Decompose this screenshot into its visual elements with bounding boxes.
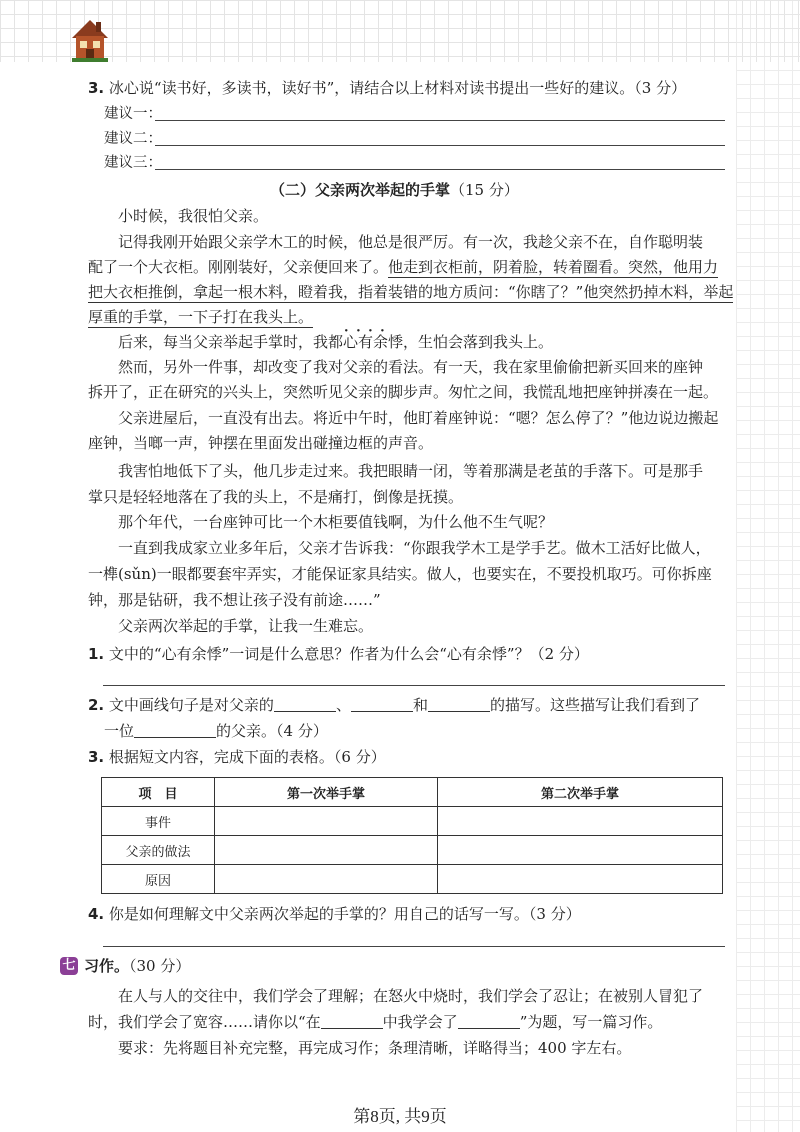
answer-table: [101, 777, 723, 894]
composition-prompt-line-2: [88, 1011, 662, 1033]
answer-blank[interactable]: [274, 697, 336, 712]
prompt-text: 时，我们学会了宽容……请你以“在: [88, 1013, 321, 1031]
question-number: 4.: [88, 905, 105, 923]
underlined-sentence: 把大衣柜推倒，拿起一根木料，瞪着我，指着装错的地方质问：“你瞎了？”他突然扔掉木料，举起: [88, 283, 734, 301]
row-label: 父亲的做法: [102, 836, 215, 865]
section-score: （15 分）: [450, 181, 519, 199]
question-text: 、: [335, 696, 351, 714]
paragraph-6-line-1: 我害怕地低下了头，他几步走过来。我把眼睛一闭，等着那满是老茧的手落下。可是那手: [118, 462, 704, 480]
suggestion-2-label: 建议二：: [104, 131, 162, 147]
suggestion-3-label: 建议三：: [104, 155, 162, 171]
page-footer: 第8页, 共9页: [353, 1107, 447, 1126]
question-number: 1.: [88, 645, 105, 663]
paragraph-text: 后来，每当父亲举起手掌时，我都: [118, 333, 344, 351]
title-blank[interactable]: [458, 1014, 520, 1029]
question-text: 一位: [104, 722, 135, 740]
paragraph-5-line-1: 父亲进屋后，一直没有出去。将近中午时，他盯着座钟说：“嗯？怎么停了？”他边说边搬起: [118, 409, 719, 427]
table-header: 第一次举手掌: [215, 778, 438, 807]
paragraph-text: ，生怕会落到我头上。: [403, 333, 554, 351]
section-title-text: （二）父亲两次举起的手掌: [270, 181, 451, 199]
question-text: 你是如何理解文中父亲两次举起的手掌的？用自己的话写一写。（3 分）: [108, 905, 581, 923]
table-row: [102, 807, 723, 836]
composition-heading: [84, 955, 190, 977]
table-header: 第二次举手掌: [438, 778, 723, 807]
underlined-sentence: 他走到衣柜前，阴着脸，转着圈看。突然，他用力: [388, 258, 719, 276]
answer-cell[interactable]: [438, 807, 723, 836]
composition-requirements: 要求：先将题目补充完整，再完成习作；条理清晰，详略得当；400 字左右。: [118, 1039, 632, 1057]
grid-background-right: [736, 0, 800, 1132]
paragraph-text: 配了一个大衣柜。刚刚装好，父亲便回来了。: [88, 258, 389, 276]
question-text: 的描写。这些描写让我们看到了: [489, 696, 700, 714]
prompt-text: 中我学会了: [382, 1013, 458, 1031]
paragraph-8-line-2: 一榫(sǔn)一眼都要套牢弄实，才能保证家具结实。做人，也要实在，不要投机取巧。可你拆座: [88, 565, 712, 583]
answer-blank[interactable]: [428, 697, 490, 712]
emphasized-word: · · · · 心有余悸: [343, 333, 403, 351]
table-row: [102, 865, 723, 894]
paragraph-2-line-2: [88, 256, 718, 278]
question-3: [88, 746, 386, 768]
row-label: 原因: [102, 865, 215, 894]
table-header-row: [102, 778, 723, 807]
answer-blank[interactable]: [134, 723, 216, 738]
question-4: [88, 903, 581, 925]
answer-cell[interactable]: [215, 865, 438, 894]
paragraph-8-line-3: 钟，那是钻研，我不想让孩子没有前途……”: [88, 591, 381, 609]
paragraph-8-line-1: 一直到我成家立业多年后，父亲才告诉我：“你跟我学木工是学手艺。做木工活好比做人，: [118, 539, 711, 557]
question-3-reading: [88, 77, 686, 99]
prompt-text: ”为题，写一篇习作。: [519, 1013, 663, 1031]
grid-background-top: [0, 0, 800, 62]
question-text: 根据短文内容，完成下面的表格。（6 分）: [108, 748, 386, 766]
question-number: 3.: [88, 79, 105, 97]
house-icon: [70, 18, 110, 62]
paragraph-6-line-2: 掌只是轻轻地落在了我的头上，不是痛打，倒像是抚摸。: [88, 488, 464, 506]
question-text: 的父亲。（4 分）: [216, 722, 328, 740]
question-1-answer-line[interactable]: [103, 685, 725, 686]
paragraph-4-line-2: 拆开了，正在研究的兴头上，突然听见父亲的脚步声。匆忙之间，我慌乱地把座钟拼凑在一起。: [88, 383, 719, 401]
answer-blank[interactable]: [351, 697, 413, 712]
question-text: 冰心说“读书好，多读书，读好书”，请结合以上材料对读书提出一些好的建议。（3 分）: [108, 79, 687, 97]
table-row: [102, 836, 723, 865]
composition-title: 习作。: [84, 957, 130, 975]
question-1: [88, 643, 589, 665]
row-label: 事件: [102, 807, 215, 836]
question-4-answer-line[interactable]: [103, 946, 725, 947]
question-2-line-2: [104, 720, 328, 742]
composition-score: （30 分）: [129, 957, 191, 975]
question-2-line-1: [88, 694, 700, 716]
question-text: 文中的“心有余悸”一词是什么意思？作者为什么会“心有余悸”？（2 分）: [108, 645, 589, 663]
paragraph-5-line-2: 座钟，当啷一声，钟摆在里面发出碰撞边框的声音。: [88, 434, 434, 452]
suggestion-1-answer-line[interactable]: [155, 120, 725, 121]
paragraph-2-line-4: [88, 306, 313, 328]
underlined-sentence: 厚重的手掌，一下子打在我头上。: [88, 308, 314, 326]
question-text: 文中画线句子是对父亲的: [108, 696, 274, 714]
paragraph-2-line-1: 记得我刚开始跟父亲学木工的时候，他总是很严厉。有一次，我趁父亲不在，自作聪明装: [118, 233, 704, 251]
composition-prompt-line-1: 在人与人的交往中，我们学会了理解；在怒火中烧时，我们学会了忍让；在被别人冒犯了: [118, 987, 704, 1005]
answer-cell[interactable]: [215, 836, 438, 865]
answer-cell[interactable]: [438, 836, 723, 865]
suggestion-3-answer-line[interactable]: [155, 169, 725, 170]
section-title: [270, 179, 519, 200]
paragraph-2-line-3: [88, 281, 733, 303]
paragraph-4-line-1: 然而，另外一件事，却改变了我对父亲的看法。有一天，我在家里偷偷把新买回来的座钟: [118, 358, 704, 376]
paragraph-7: 那个年代，一台座钟可比一个木柜要值钱啊，为什么他不生气呢？: [118, 513, 554, 531]
paragraph-9: 父亲两次举起的手掌，让我一生难忘。: [118, 617, 374, 635]
question-number: 2.: [88, 696, 105, 714]
question-number: 3.: [88, 748, 105, 766]
suggestion-1-label: 建议一：: [104, 106, 162, 122]
table-header: 项 目: [102, 778, 215, 807]
suggestion-2-answer-line[interactable]: [155, 145, 725, 146]
answer-cell[interactable]: [215, 807, 438, 836]
paragraph-3: [118, 331, 553, 353]
question-text: 和: [412, 696, 428, 714]
paragraph-1: 小时候，我很怕父亲。: [118, 207, 269, 225]
section-number-badge: 七: [60, 957, 78, 975]
answer-cell[interactable]: [438, 865, 723, 894]
title-blank[interactable]: [321, 1014, 383, 1029]
